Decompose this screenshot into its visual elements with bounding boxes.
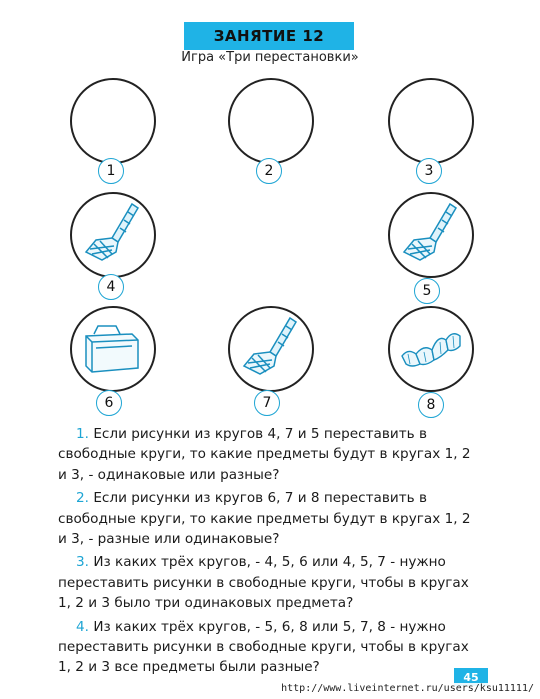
suitcase-icon — [72, 308, 154, 390]
circle-label-1: 1 — [98, 158, 124, 184]
source-url-link[interactable]: http://www.liveinternet.ru/users/ksu11111/ — [281, 683, 534, 694]
circle-5 — [388, 192, 474, 278]
circle-4 — [70, 192, 156, 278]
question-number: 3. — [76, 554, 89, 571]
circle-8 — [388, 306, 474, 392]
question-number: 4. — [76, 618, 89, 635]
question-3 — [58, 552, 478, 613]
game-subtitle: Игра «Три перестановки» — [181, 50, 359, 65]
circle-label-2: 2 — [256, 158, 282, 184]
circle-2 — [228, 78, 314, 164]
question-text: Если рисунки из кругов 4, 7 и 5 переставить в свободные круги, то какие предметы будут в кругах 1, 2 и 3, - одинаковые или разные? — [58, 426, 471, 483]
circle-label-7: 7 — [254, 390, 280, 416]
questions-list — [58, 424, 478, 681]
circle-3 — [388, 78, 474, 164]
question-2 — [58, 488, 478, 549]
circle-label-5: 5 — [414, 278, 440, 304]
question-number: 1. — [76, 426, 89, 442]
broom-icon — [390, 194, 472, 276]
question-text: Если рисунки из кругов 6, 7 и 8 переставить в свободные круги, то какие предметы будут в кругах 1, 2 и 3, - разные или одинаковые? — [58, 490, 471, 548]
ribbon-icon — [390, 308, 472, 390]
page-footer — [0, 668, 540, 699]
question-text: Из каких трёх кругов, - 4, 5, 6 или 4, 5, 7 - нужно переставить рисунки в свободные круги, чтобы в кругах 1, 2 и 3 было три одинаковых предмета? — [58, 554, 469, 612]
circle-label-8: 8 — [418, 392, 444, 418]
question-text: Из каких трёх кругов, - 5, 6, 8 или 5, 7, 8 - нужно переставить рисунки в свободные круги, чтобы в кругах 1, 2 и 3 все предметы были разные? — [58, 618, 469, 676]
circle-label-4: 4 — [98, 274, 124, 300]
circle-label-3: 3 — [416, 158, 442, 184]
circle-1 — [70, 78, 156, 164]
circle-6 — [70, 306, 156, 392]
circle-7 — [228, 306, 314, 392]
question-1 — [58, 424, 478, 485]
lesson-title: ЗАНЯТИЕ 12 — [213, 27, 325, 45]
lesson-title-banner — [184, 22, 354, 50]
broom-icon — [230, 308, 312, 390]
broom-icon — [72, 194, 154, 276]
circle-label-6: 6 — [96, 390, 122, 416]
question-number: 2. — [76, 490, 89, 507]
page-number: 45 — [454, 668, 488, 686]
